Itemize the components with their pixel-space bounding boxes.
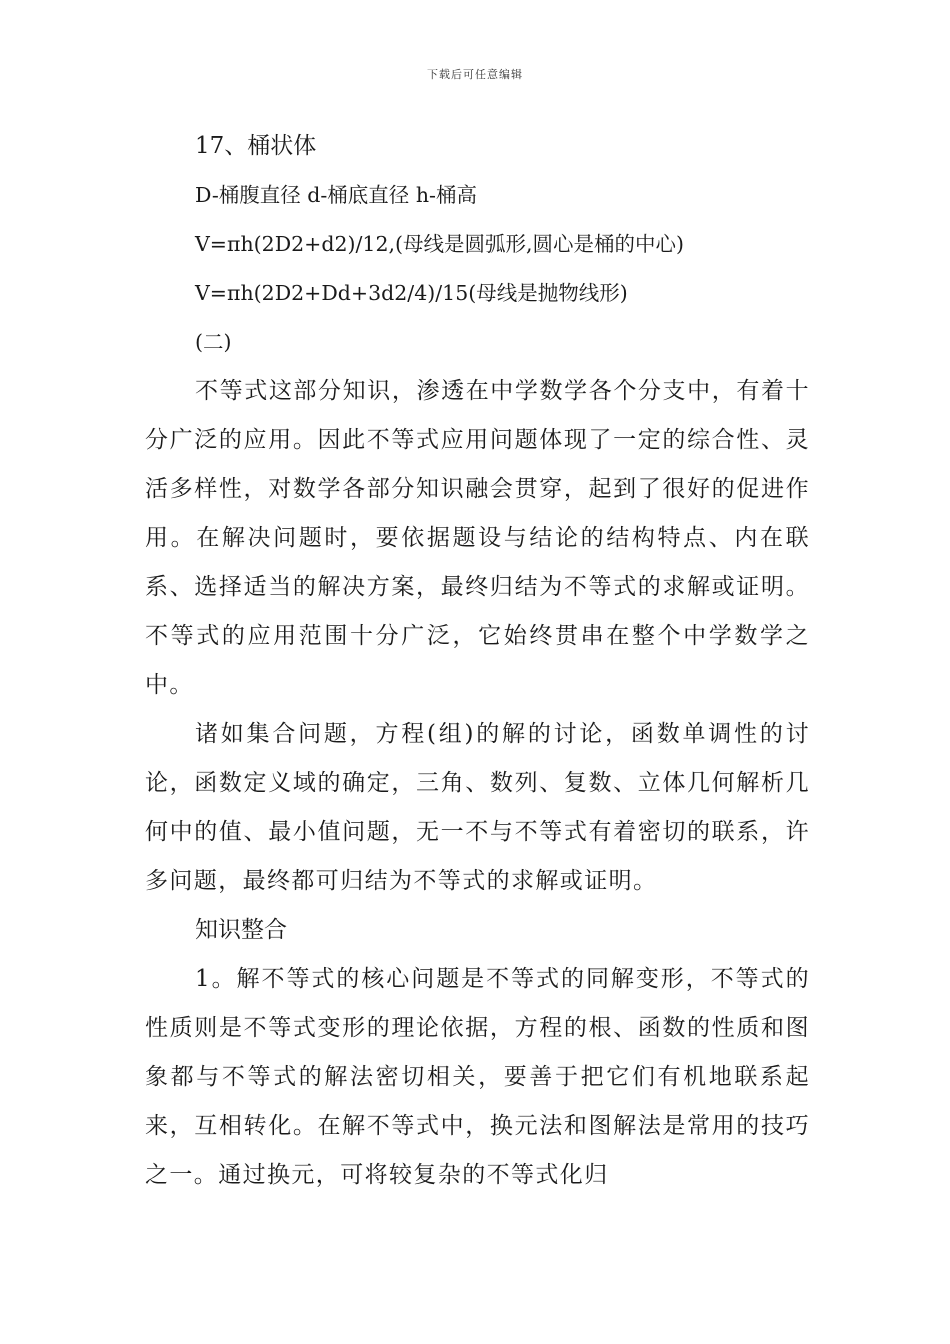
variables-line: D-桶腹直径 d-桶底直径 h-桶高 <box>195 183 477 207</box>
header-note: 下载后可任意编辑 <box>427 68 523 81</box>
formula-2: V=πh(2D2+Dd+3d2/4)/15(母线是抛物线形) <box>195 281 628 305</box>
paragraph-1: 不等式这部分知识，渗透在中学数学各个分支中，有着十分广泛的应用。因此不等式应用问题体现了一定的综合性、灵活多样性，对数学各部分知识融会贯穿，起到了很好的促进作用。在解决问题时，要依据题设与结论的结构特点、内在联系、选择适当的解决方案，最终归结为不等式的求解或证明。不等式的应用范围十分广泛，它始终贯串在整个中学数学之中。 <box>145 378 810 698</box>
paragraph-2: 诸如集合问题，方程(组)的解的讨论，函数单调性的讨论，函数定义域的确定，三角、数列、复数、立体几何解析几何中的值、最小值问题，无一不与不等式有着密切的联系，许多问题，最终都可归结为不等式的求解或证明。 <box>145 721 810 894</box>
paragraph-3: 1。解不等式的核心问题是不等式的同解变形，不等式的性质则是不等式变形的理论依据，方程的根、函数的性质和图象都与不等式的解法密切相关，要善于把它们有机地联系起来，互相转化。在解不等式中，换元法和图解法是常用的技巧之一。通过换元，可将较复杂的不等式化归 <box>145 966 810 1188</box>
section-title: 17、桶状体 <box>195 133 317 159</box>
document-body <box>145 122 810 1200</box>
formula-1: V=πh(2D2+d2)/12,(母线是圆弧形,圆心是桶的中心) <box>195 232 685 256</box>
subheading: 知识整合 <box>195 917 287 943</box>
part-label: (二) <box>195 330 232 354</box>
